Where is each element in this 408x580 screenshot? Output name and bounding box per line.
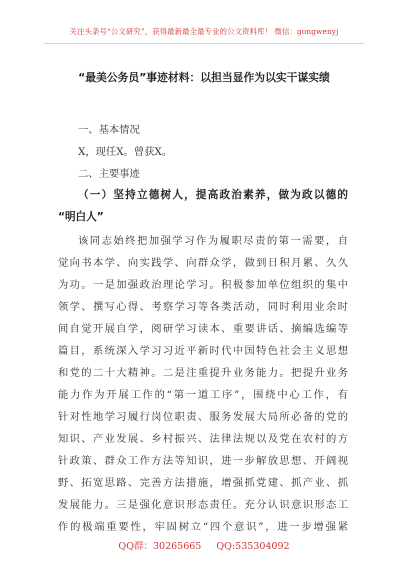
footer-contact	[0, 538, 408, 552]
body-line: 篇目，系统深入学习习近平新时代中国特色社会主义思想	[58, 345, 348, 357]
body-line: 发展能力。三是强化意识形态责任。充分认识意识形态工	[58, 499, 348, 511]
body-line: 作的极端重要性，牢固树立“四个意识”，进一步增强紧	[58, 521, 348, 533]
body-line: 该同志始终把加强学习作为履职尽责的第一需要，自	[78, 235, 348, 247]
body-line: 能力作为开展工作的“第一道工序”，围绕中心工作，有	[58, 389, 348, 401]
body-line: 为功。一是加强政治理论学习。积极参加单位组织的集中	[58, 279, 348, 291]
header-note: 关注头条号“公文研究”，获得最新最全最专业的公文资料库！ 微信：gongwenyj	[69, 27, 339, 36]
body-line: 野、拓宽思路、完善方法措施，增强抓党建、抓产业、抓	[58, 477, 348, 489]
body-line: X，现任X。曾获X。	[78, 146, 173, 158]
subheading-continued: “明白人”	[58, 211, 104, 223]
header-divider	[44, 43, 364, 44]
body-line: 间自觉开展自学，阅研学习读本、重要讲话、摘编选编等	[58, 323, 348, 335]
section-heading-basic: 一、基本情况	[78, 124, 140, 136]
subheading: （一）坚持立德树人，提高政治素养，做为政以德的	[78, 189, 348, 201]
document-title: “最美公务员”事迹材料：以担当显作为以实干谋实绩	[78, 71, 330, 84]
body-line: 觉向书本学、向实践学、向群众学，做到日积月累、久久	[58, 257, 348, 269]
footer-qq-group: QQ群：30265665	[118, 541, 202, 552]
body-line: 知识、产业发展、乡村振兴、法律法规以及党在农村的方	[58, 433, 348, 445]
body-line: 针对性地学习履行岗位职责、服务发展大局所必备的党的	[58, 411, 348, 423]
section-heading-deeds: 二、主要事迹	[78, 168, 140, 180]
body-line: 和党的二十大精神。二是注重提升业务能力。把提升业务	[58, 367, 348, 379]
footer-qq: QQ:535304092	[216, 541, 290, 552]
body-line: 领学、撰写心得、考察学习等各类活动，同时利用业余时	[58, 301, 348, 313]
body-line: 针政策、群众工作方法等知识，进一步解放思想、开阔视	[58, 455, 348, 467]
